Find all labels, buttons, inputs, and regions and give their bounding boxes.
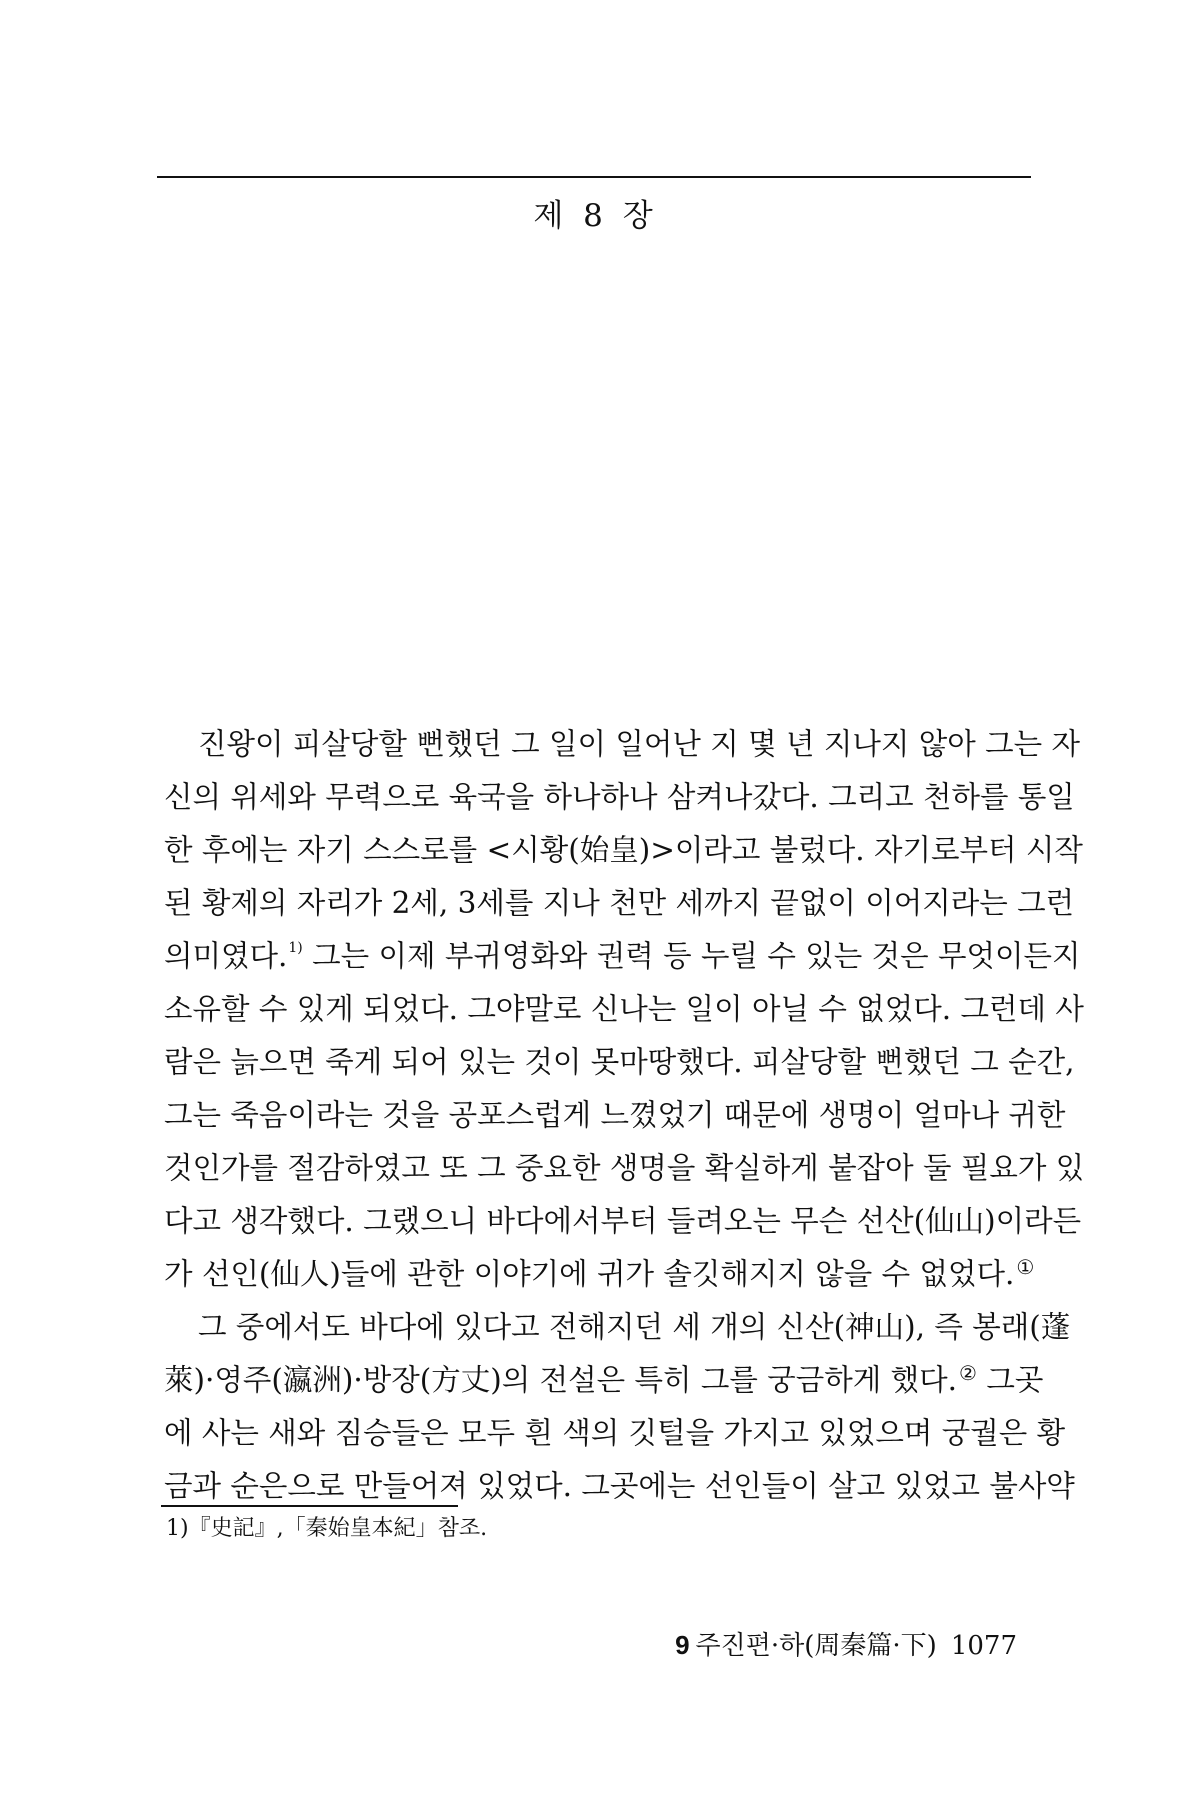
text-line-group xyxy=(164,1248,1034,1301)
text-line-group xyxy=(164,1354,1044,1407)
paragraph-2 xyxy=(164,1301,1075,1513)
note-mark: ① xyxy=(1016,1255,1035,1279)
chapter-top-rule xyxy=(157,176,1031,178)
chapter-title: 제 8 장 xyxy=(533,198,655,234)
note-mark: ② xyxy=(959,1361,977,1385)
text-line: 다고 생각했다. 그랬으니 바다에서부터 들려오는 무슨 선산(仙山)이라든 xyxy=(164,1204,1082,1238)
text-line: 된 황제의 자리가 2세, 3세를 지나 천만 세까지 끝없이 이어지라는 그런 xyxy=(164,886,1075,920)
text-line-segment: 가 선인(仙人)들에 관한 이야기에 귀가 솔깃해지지 않을 수 없었다. xyxy=(164,1257,1015,1291)
text-line: 람은 늙으면 죽게 되어 있는 것이 못마땅했다. 피살당할 뻔했던 그 순간, xyxy=(164,1045,1075,1079)
volume-number: 9 xyxy=(675,1630,690,1660)
text-line: 소유할 수 있게 되었다. 그야말로 신나는 일이 아닐 수 없었다. 그런데 사 xyxy=(164,992,1084,1026)
footnote: 1)『史記』,「秦始皇本紀」참조. xyxy=(166,1516,488,1541)
text-line: 그는 죽음이라는 것을 공포스럽게 느꼈었기 때문에 생명이 얼마나 귀한 xyxy=(164,1098,1066,1132)
body-text xyxy=(164,718,1085,1513)
text-line: 한 후에는 자기 스스로를 <시황(始皇)>이라고 불렀다. 자기로부터 시작 xyxy=(164,833,1083,867)
text-line-segment: 그곳 xyxy=(986,1363,1044,1397)
text-line: 진왕이 피살당할 뻔했던 그 일이 일어난 지 몇 년 지나지 않아 그는 자 xyxy=(198,727,1080,761)
text-line-group xyxy=(164,930,1081,983)
paragraph-1 xyxy=(164,718,1085,1301)
text-line: 그 중에서도 바다에 있다고 전해지던 세 개의 신산(神山), 즉 봉래(蓬 xyxy=(198,1310,1071,1344)
text-line-segment: 의미였다. xyxy=(164,939,288,973)
section-title: 주진편·하(周秦篇·下) xyxy=(695,1631,937,1661)
footnote-rule xyxy=(161,1505,458,1507)
page-number: 1077 xyxy=(950,1631,1017,1661)
page-footer xyxy=(675,1625,1017,1662)
text-line: 에 사는 새와 짐승들은 모두 흰 색의 깃털을 가지고 있었으며 궁궐은 황 xyxy=(164,1416,1066,1450)
text-line-segment: 萊)·영주(瀛洲)·방장(方丈)의 전설은 특히 그를 궁금하게 했다. xyxy=(164,1363,958,1397)
footnote-ref: 1) xyxy=(288,940,303,956)
text-line: 것인가를 절감하였고 또 그 중요한 생명을 확실하게 붙잡아 둘 필요가 있 xyxy=(164,1151,1085,1185)
text-line: 금과 순은으로 만들어져 있었다. 그곳에는 선인들이 살고 있었고 불사약 xyxy=(164,1469,1075,1503)
text-line: 신의 위세와 무력으로 육국을 하나하나 삼켜나갔다. 그리고 천하를 통일 xyxy=(164,780,1075,814)
text-line-segment: 그는 이제 부귀영화와 권력 등 누릴 수 있는 것은 무엇이든지 xyxy=(312,939,1081,973)
